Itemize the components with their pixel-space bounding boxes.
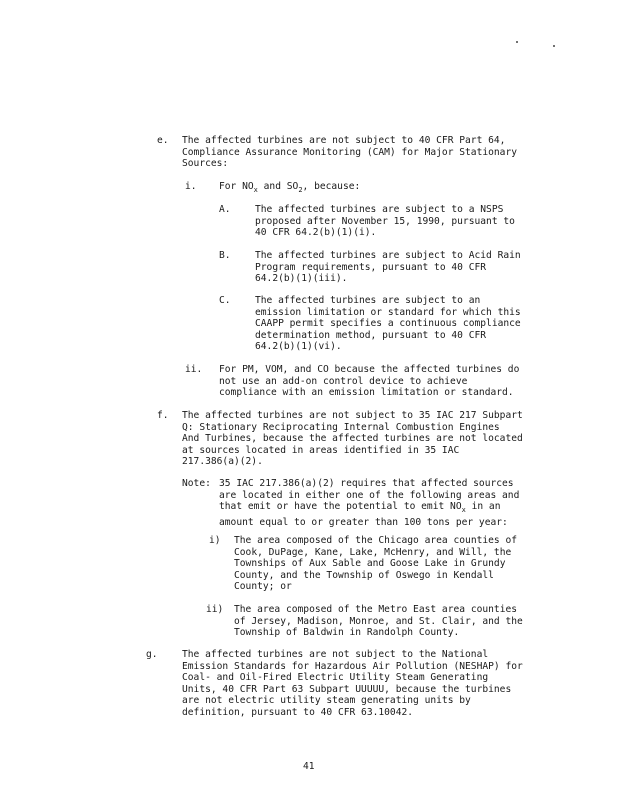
item-e-marker: e. <box>157 135 169 146</box>
note-ii-text <box>234 604 523 639</box>
item-g-marker: g. <box>146 649 158 660</box>
page-number: 41 <box>303 761 315 772</box>
text-line: And Turbines, because the affected turbines are not located <box>182 433 523 445</box>
text-line: Emission Standards for Hazardous Air Pollution (NESHAP) for <box>182 660 523 672</box>
note-i-text <box>234 535 517 593</box>
item-e-i-marker: i. <box>185 181 197 192</box>
text-line: 64.2(b)(1)(iii). <box>255 273 348 285</box>
text-line: Townships of Aux Sable and Goose Lake in Grundy <box>234 558 506 570</box>
scan-speck <box>516 41 518 43</box>
text-line: The affected turbines are subject to an <box>255 295 481 306</box>
item-C-marker: C. <box>219 295 231 306</box>
text-line: 40 CFR 64.2(b)(1)(i). <box>255 227 377 239</box>
text-line: determination method, pursuant to 40 CFR <box>255 329 487 341</box>
text-line: The affected turbines are subject to Acid Rain <box>255 250 521 261</box>
item-f-text <box>182 410 523 468</box>
note-text <box>219 478 519 528</box>
item-e-i-text: For $NO_x$ and $SO_2$, because: <box>219 181 361 194</box>
text-line: proposed after November 15, 1990, pursuant to <box>255 215 515 227</box>
text-line: CAAPP permit specifies a continuous compliance <box>255 318 521 330</box>
text-line: The area composed of the Chicago area counties of <box>234 535 518 546</box>
item-e-text <box>182 135 517 170</box>
text-line: definition, pursuant to 40 CFR 63.10042. <box>182 706 414 718</box>
note-ii-marker: ii) <box>206 604 224 615</box>
text-line: County; or <box>234 581 292 593</box>
text-line: amount equal to or greater than 100 tons per year: <box>219 516 508 528</box>
item-f-marker: f. <box>157 410 169 421</box>
text-line: The area composed of the Metro East area counties <box>234 604 518 615</box>
text-line: Q: Stationary Reciprocating Internal Combustion Engines <box>182 421 500 433</box>
item-A-text <box>255 204 515 239</box>
text-line: County, and the Township of Oswego in Kendall <box>234 569 494 581</box>
text-line: at sources located in areas identified in 35 IAC <box>182 444 460 456</box>
text-line: compliance with an emission limitation or standard. <box>219 387 514 399</box>
text-line: 217.386(a)(2). <box>182 456 263 468</box>
text-line: The affected turbines are not subject to 35 IAC 217 Subpart <box>182 410 523 421</box>
text-line: are not electric utility steam generating units by <box>182 695 471 707</box>
text-line: not use an add-on control device to achieve <box>219 375 468 387</box>
item-g-text <box>182 649 523 719</box>
text-line: The affected turbines are not subject to 40 CFR Part 64, <box>182 135 506 146</box>
item-B-marker: B. <box>219 250 231 261</box>
text-line: The affected turbines are subject to a NSPS <box>255 204 504 215</box>
item-C-text <box>255 295 521 353</box>
text-line: Coal- and Oil-Fired Electric Utility Steam Generating <box>182 672 489 684</box>
text-line: Program requirements, pursuant to 40 CFR <box>255 261 487 273</box>
scan-speck <box>553 45 555 47</box>
text-line: of Jersey, Madison, Monroe, and St. Clair, and the <box>234 615 523 627</box>
note-i-marker: i) <box>209 535 221 546</box>
text-line: Sources: <box>182 158 229 170</box>
text-line: Cook, DuPage, Kane, Lake, McHenry, and Will, the <box>234 546 512 558</box>
text-line: are located in either one of the following areas and <box>219 489 520 501</box>
text-line: For PM, VOM, and CO because the affected turbines do <box>219 364 520 375</box>
text-line: Township of Baldwin in Randolph County. <box>234 627 460 639</box>
item-e-ii-text <box>219 364 519 399</box>
text-line: that emit or have the potential to emit $NO_x$ in an <box>219 501 501 515</box>
text-line: Compliance Assurance Monitoring (CAM) for Major Stationary <box>182 146 518 158</box>
text-line: emission limitation or standard for which this <box>255 306 521 318</box>
text-line: Units, 40 CFR Part 63 Subpart UUUUU, because the turbines <box>182 683 512 695</box>
text-line: 35 IAC 217.386(a)(2) requires that affected sources <box>219 478 514 489</box>
note-label: Note: <box>182 478 211 489</box>
item-B-text <box>255 250 521 285</box>
item-A-marker: A. <box>219 204 231 215</box>
text-line: The affected turbines are not subject to the National <box>182 649 489 660</box>
item-e-ii-marker: ii. <box>185 364 203 375</box>
text-line: 64.2(b)(1)(vi). <box>255 341 342 353</box>
